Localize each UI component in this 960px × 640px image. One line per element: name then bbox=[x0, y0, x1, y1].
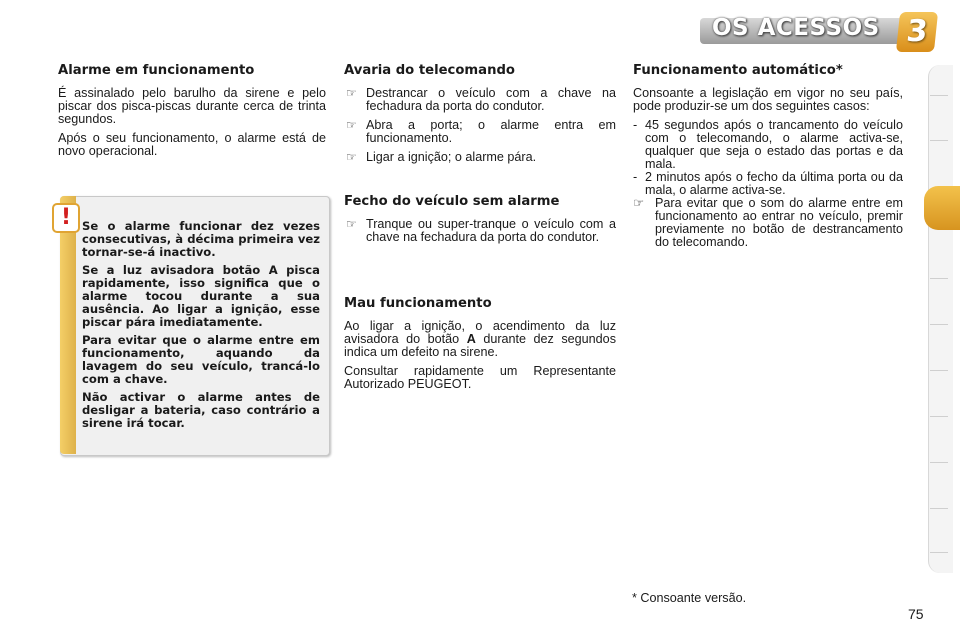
paragraph: Consultar rapidamente um Representante Autorizado PEUGEOT. bbox=[344, 364, 616, 391]
list-item: ☞ Destrancar o veículo com a chave na fechadura da porta do condutor. bbox=[344, 87, 616, 113]
button-key-label: A bbox=[466, 332, 476, 346]
button-key-label: A bbox=[268, 263, 278, 277]
page-title: OS ACESSOS bbox=[712, 15, 880, 41]
text-run: Ao ligar a ignição, o acendimento da luz avisadora do botão bbox=[344, 319, 616, 346]
section-heading: Fecho do veículo sem alarme bbox=[344, 194, 560, 209]
section-heading: Avaria do telecomando bbox=[344, 63, 515, 78]
tab-divider bbox=[930, 370, 948, 371]
text-run: pisca rapidamente, isso significa que o alarme tocou durante a sua ausência. Ao ligar a ignição, esse piscar pára imediatamente. bbox=[82, 263, 320, 329]
tab-divider bbox=[930, 140, 948, 141]
paragraph: Após o seu funcionamento, o alarme está de novo operacional. bbox=[58, 131, 326, 158]
tab-divider bbox=[930, 416, 948, 417]
chapter-number-badge: 3 bbox=[896, 12, 938, 52]
tab-divider bbox=[930, 324, 948, 325]
warning-text bbox=[82, 220, 320, 435]
list-item: ☞ Para evitar que o som do alarme entre em funcionamento ao entrar no veículo, premir previamente no botão de destrancamento do telecomando. bbox=[633, 197, 903, 249]
text-run: durante dez segundos indica um defeito na sirene. bbox=[344, 332, 616, 359]
closing-steps bbox=[344, 218, 616, 244]
paragraph: É assinalado pelo barulho da sirene e pelo piscar dos pisca-piscas durante cerca de trinta segundos. bbox=[58, 86, 326, 126]
auto-section bbox=[633, 63, 903, 249]
list-item: - 45 segundos após o trancamento do veículo com o telecomando, o alarme activa-se, qualquer que seja o estado das portas e da mala. bbox=[633, 119, 903, 171]
tab-divider bbox=[930, 278, 948, 279]
page-number: 75 bbox=[908, 606, 924, 622]
malfunction-section bbox=[344, 296, 616, 397]
closing-section bbox=[344, 194, 616, 250]
chapter-tab-rail bbox=[928, 65, 953, 573]
auto-cases bbox=[633, 119, 903, 249]
paragraph bbox=[344, 320, 616, 359]
list-item: - 2 minutos após o fecho da última porta ou da mala, o alarme activa-se. bbox=[633, 171, 903, 197]
tab-divider bbox=[930, 552, 948, 553]
list-item: ☞ Ligar a ignição; o alarme pára. bbox=[344, 151, 616, 164]
remote-steps bbox=[344, 87, 616, 164]
remote-section bbox=[344, 63, 616, 170]
warning-paragraph: Se o alarme funcionar dez vezes consecutivas, à décima primeira vez tornar-se-á inactivo. bbox=[82, 219, 320, 259]
warning-paragraph bbox=[82, 264, 320, 329]
paragraph: Consoante a legislação em vigor no seu país, pode produzir-se um dos seguintes casos: bbox=[633, 86, 903, 113]
warning-icon: ! bbox=[52, 203, 80, 233]
alarm-section bbox=[58, 63, 326, 164]
tab-divider bbox=[930, 508, 948, 509]
section-heading: Mau funcionamento bbox=[344, 296, 492, 311]
warning-strip bbox=[60, 196, 76, 454]
list-item: ☞ Tranque ou super-tranque o veículo com a chave na fechadura da porta do condutor. bbox=[344, 218, 616, 244]
warning-paragraph: Para evitar que o alarme entre em funcionamento, aquando da lavagem do seu veículo, trancá-lo com a chave. bbox=[82, 333, 320, 386]
warning-paragraph: Não activar o alarme antes de desligar a bateria, caso contrário a sirene irá tocar. bbox=[82, 390, 320, 430]
tab-divider bbox=[930, 462, 948, 463]
text-run: Se a luz avisadora botão bbox=[82, 263, 269, 277]
footnote: * Consoante versão. bbox=[632, 591, 747, 605]
list-item: ☞ Abra a porta; o alarme entra em funcionamento. bbox=[344, 119, 616, 145]
chapter-tab-active[interactable] bbox=[924, 186, 960, 230]
tab-divider bbox=[930, 95, 948, 96]
section-heading: Alarme em funcionamento bbox=[58, 63, 255, 78]
section-heading: Funcionamento automático* bbox=[633, 63, 843, 78]
